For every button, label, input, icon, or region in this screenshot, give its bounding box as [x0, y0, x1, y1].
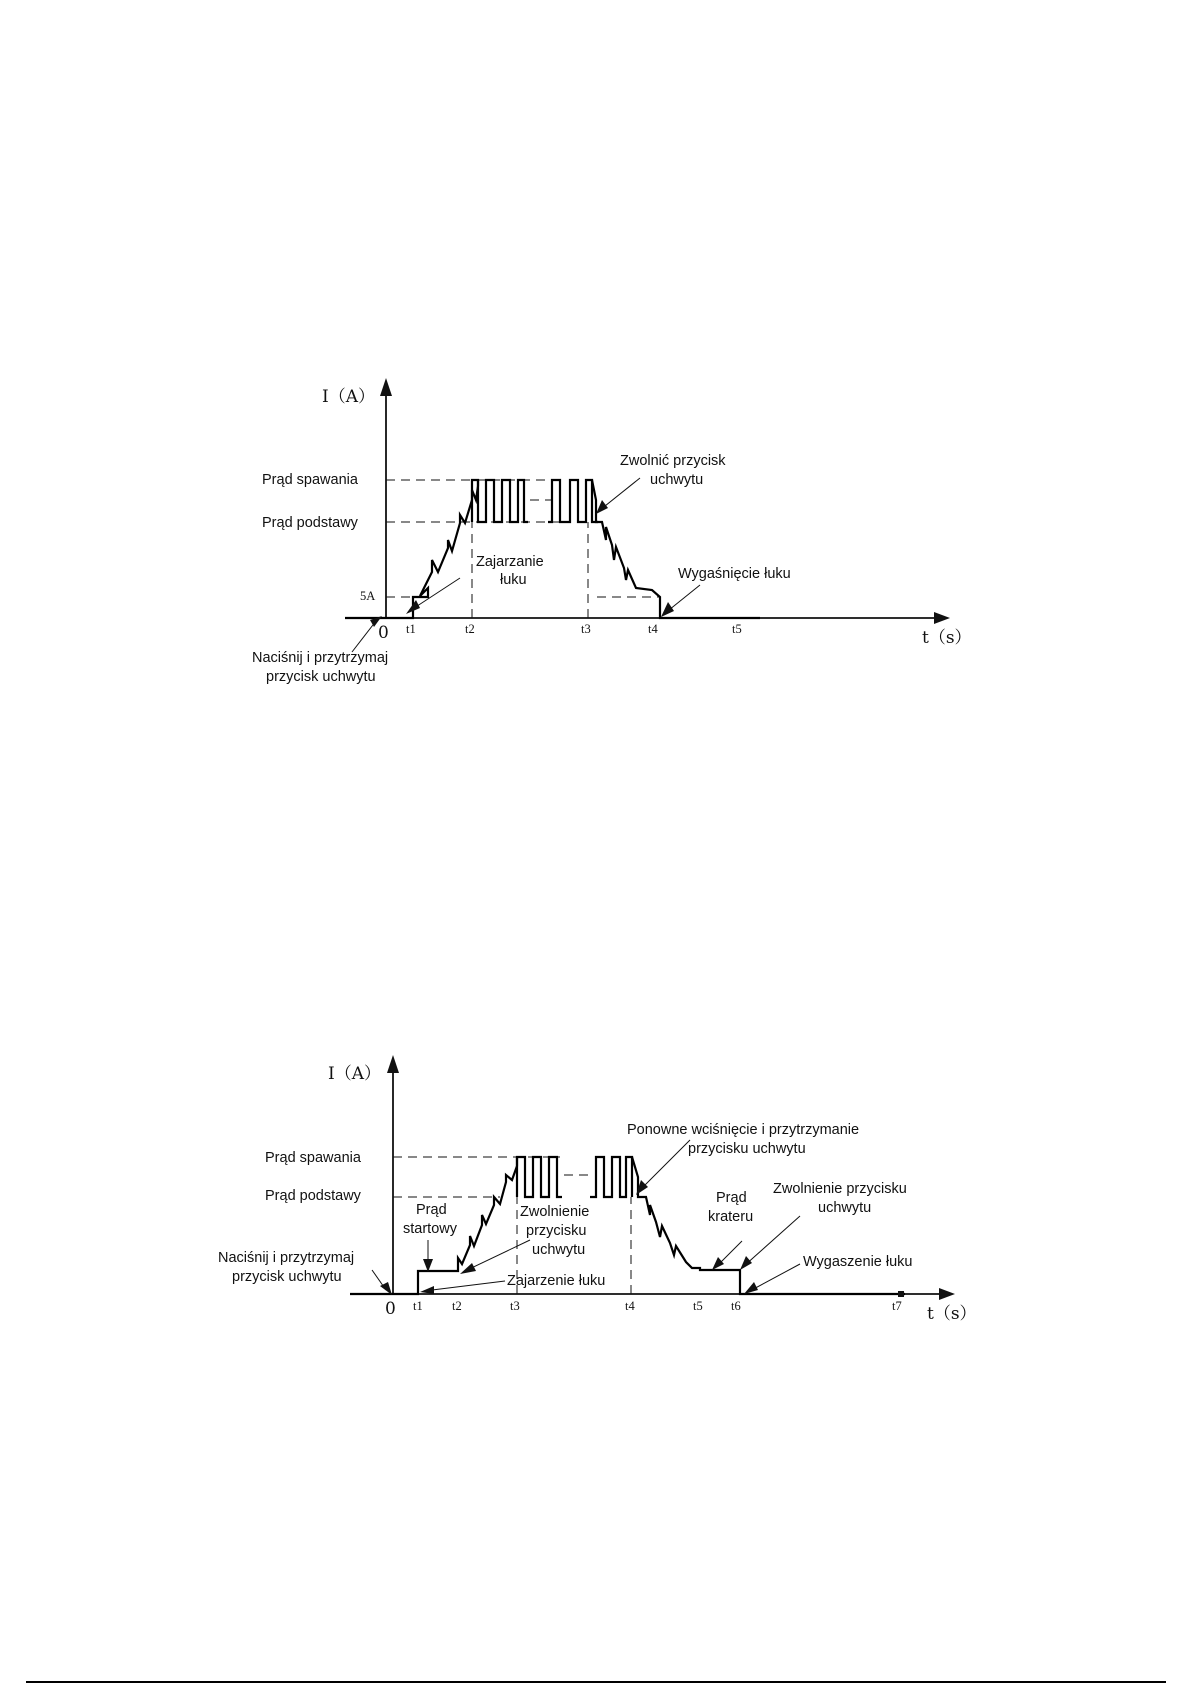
- x-axis-label: t（s）: [922, 628, 972, 648]
- release-label-1: Zwolnienie: [520, 1204, 590, 1220]
- release2-label-1: Zwolnienie przycisku: [773, 1181, 907, 1197]
- press-pointer: [352, 621, 376, 652]
- current-waveform-pulses-1: [472, 480, 528, 522]
- base-current-label: Prąd podstawy: [265, 1188, 361, 1204]
- release-label-3: uchwytu: [532, 1242, 586, 1258]
- current-waveform-pulses-2: [548, 480, 598, 522]
- release-pointer: [600, 478, 640, 510]
- ignition-pointer-head: [420, 1286, 434, 1294]
- tick-t4: t4: [625, 1299, 635, 1313]
- tick-t5: t5: [732, 622, 742, 636]
- y-axis-label: I（A）: [322, 387, 375, 407]
- tick-t1: t1: [406, 622, 416, 636]
- start-current-label-2: startowy: [403, 1221, 457, 1237]
- x-axis-arrow: [939, 1288, 955, 1300]
- extinguish-pointer-head: [744, 1282, 758, 1294]
- five-amp-label: 5A: [360, 589, 376, 603]
- current-waveform-pulses-1: [517, 1157, 562, 1197]
- extinguish-label: Wygaśnięcie łuku: [678, 566, 791, 582]
- tick-t4: t4: [648, 622, 658, 636]
- repress-label-2: przycisku uchwytu: [688, 1141, 806, 1157]
- base-current-label: Prąd podstawy: [262, 515, 358, 531]
- ignition-pointer: [424, 1281, 505, 1291]
- extinguish-label: Wygaszenie łuku: [803, 1254, 913, 1270]
- tick-t7: t7: [892, 1299, 902, 1313]
- t7-marker: [898, 1291, 904, 1297]
- tick-t2: t2: [452, 1299, 462, 1313]
- tick-t5: t5: [693, 1299, 703, 1313]
- origin-label: 0: [378, 623, 389, 643]
- tick-t6: t6: [731, 1299, 741, 1313]
- release-pointer-head: [596, 500, 608, 514]
- origin-label: 0: [385, 1299, 396, 1319]
- press-label-1: Naciśnij i przytrzymaj: [252, 650, 389, 666]
- crater-current-label-1: Prąd: [716, 1190, 747, 1206]
- press-label-1: Naciśnij i przytrzymaj: [218, 1250, 355, 1266]
- current-waveform-fall: [632, 1157, 905, 1294]
- release2-pointer-head: [740, 1256, 752, 1270]
- tick-t3: t3: [581, 622, 591, 636]
- tick-t2: t2: [465, 622, 475, 636]
- release-label-1: Zwolnić przycisk: [620, 453, 726, 469]
- release-label-2: przycisku: [526, 1223, 587, 1239]
- current-waveform-pulses-2: [590, 1157, 632, 1197]
- y-axis-arrow: [380, 378, 392, 396]
- release-label-2: uchwytu: [650, 472, 704, 488]
- press-label-2: przycisk uchwytu: [232, 1269, 342, 1285]
- diagram-2t-mode: [252, 378, 972, 685]
- press-label-2: przycisk uchwytu: [266, 669, 376, 685]
- crater-pointer-head: [712, 1257, 724, 1270]
- repress-pointer: [640, 1140, 690, 1190]
- crater-current-label-2: krateru: [708, 1209, 754, 1225]
- y-axis-label: I（A）: [328, 1064, 381, 1084]
- diagram-4t-mode: [218, 1055, 977, 1324]
- tick-t3: t3: [510, 1299, 520, 1313]
- welding-current-label: Prąd spawania: [265, 1150, 361, 1166]
- repress-label-1: Ponowne wciśnięcie i przytrzymanie: [627, 1122, 860, 1138]
- page-bottom-border: [26, 1681, 1166, 1683]
- start-current-label-1: Prąd: [416, 1202, 447, 1218]
- ignition-label-2: łuku: [500, 572, 527, 588]
- tick-t1: t1: [413, 1299, 423, 1313]
- ignition-label-1: Zajarzanie: [476, 554, 544, 570]
- welding-current-label: Prąd spawania: [262, 472, 358, 488]
- extinguish-pointer-head: [661, 602, 674, 617]
- x-axis-arrow: [934, 612, 950, 624]
- x-axis-label: t（s）: [927, 1304, 977, 1324]
- ignition-label: Zajarzenie łuku: [507, 1273, 606, 1289]
- release2-label-2: uchwytu: [818, 1200, 872, 1216]
- y-axis-arrow: [387, 1055, 399, 1073]
